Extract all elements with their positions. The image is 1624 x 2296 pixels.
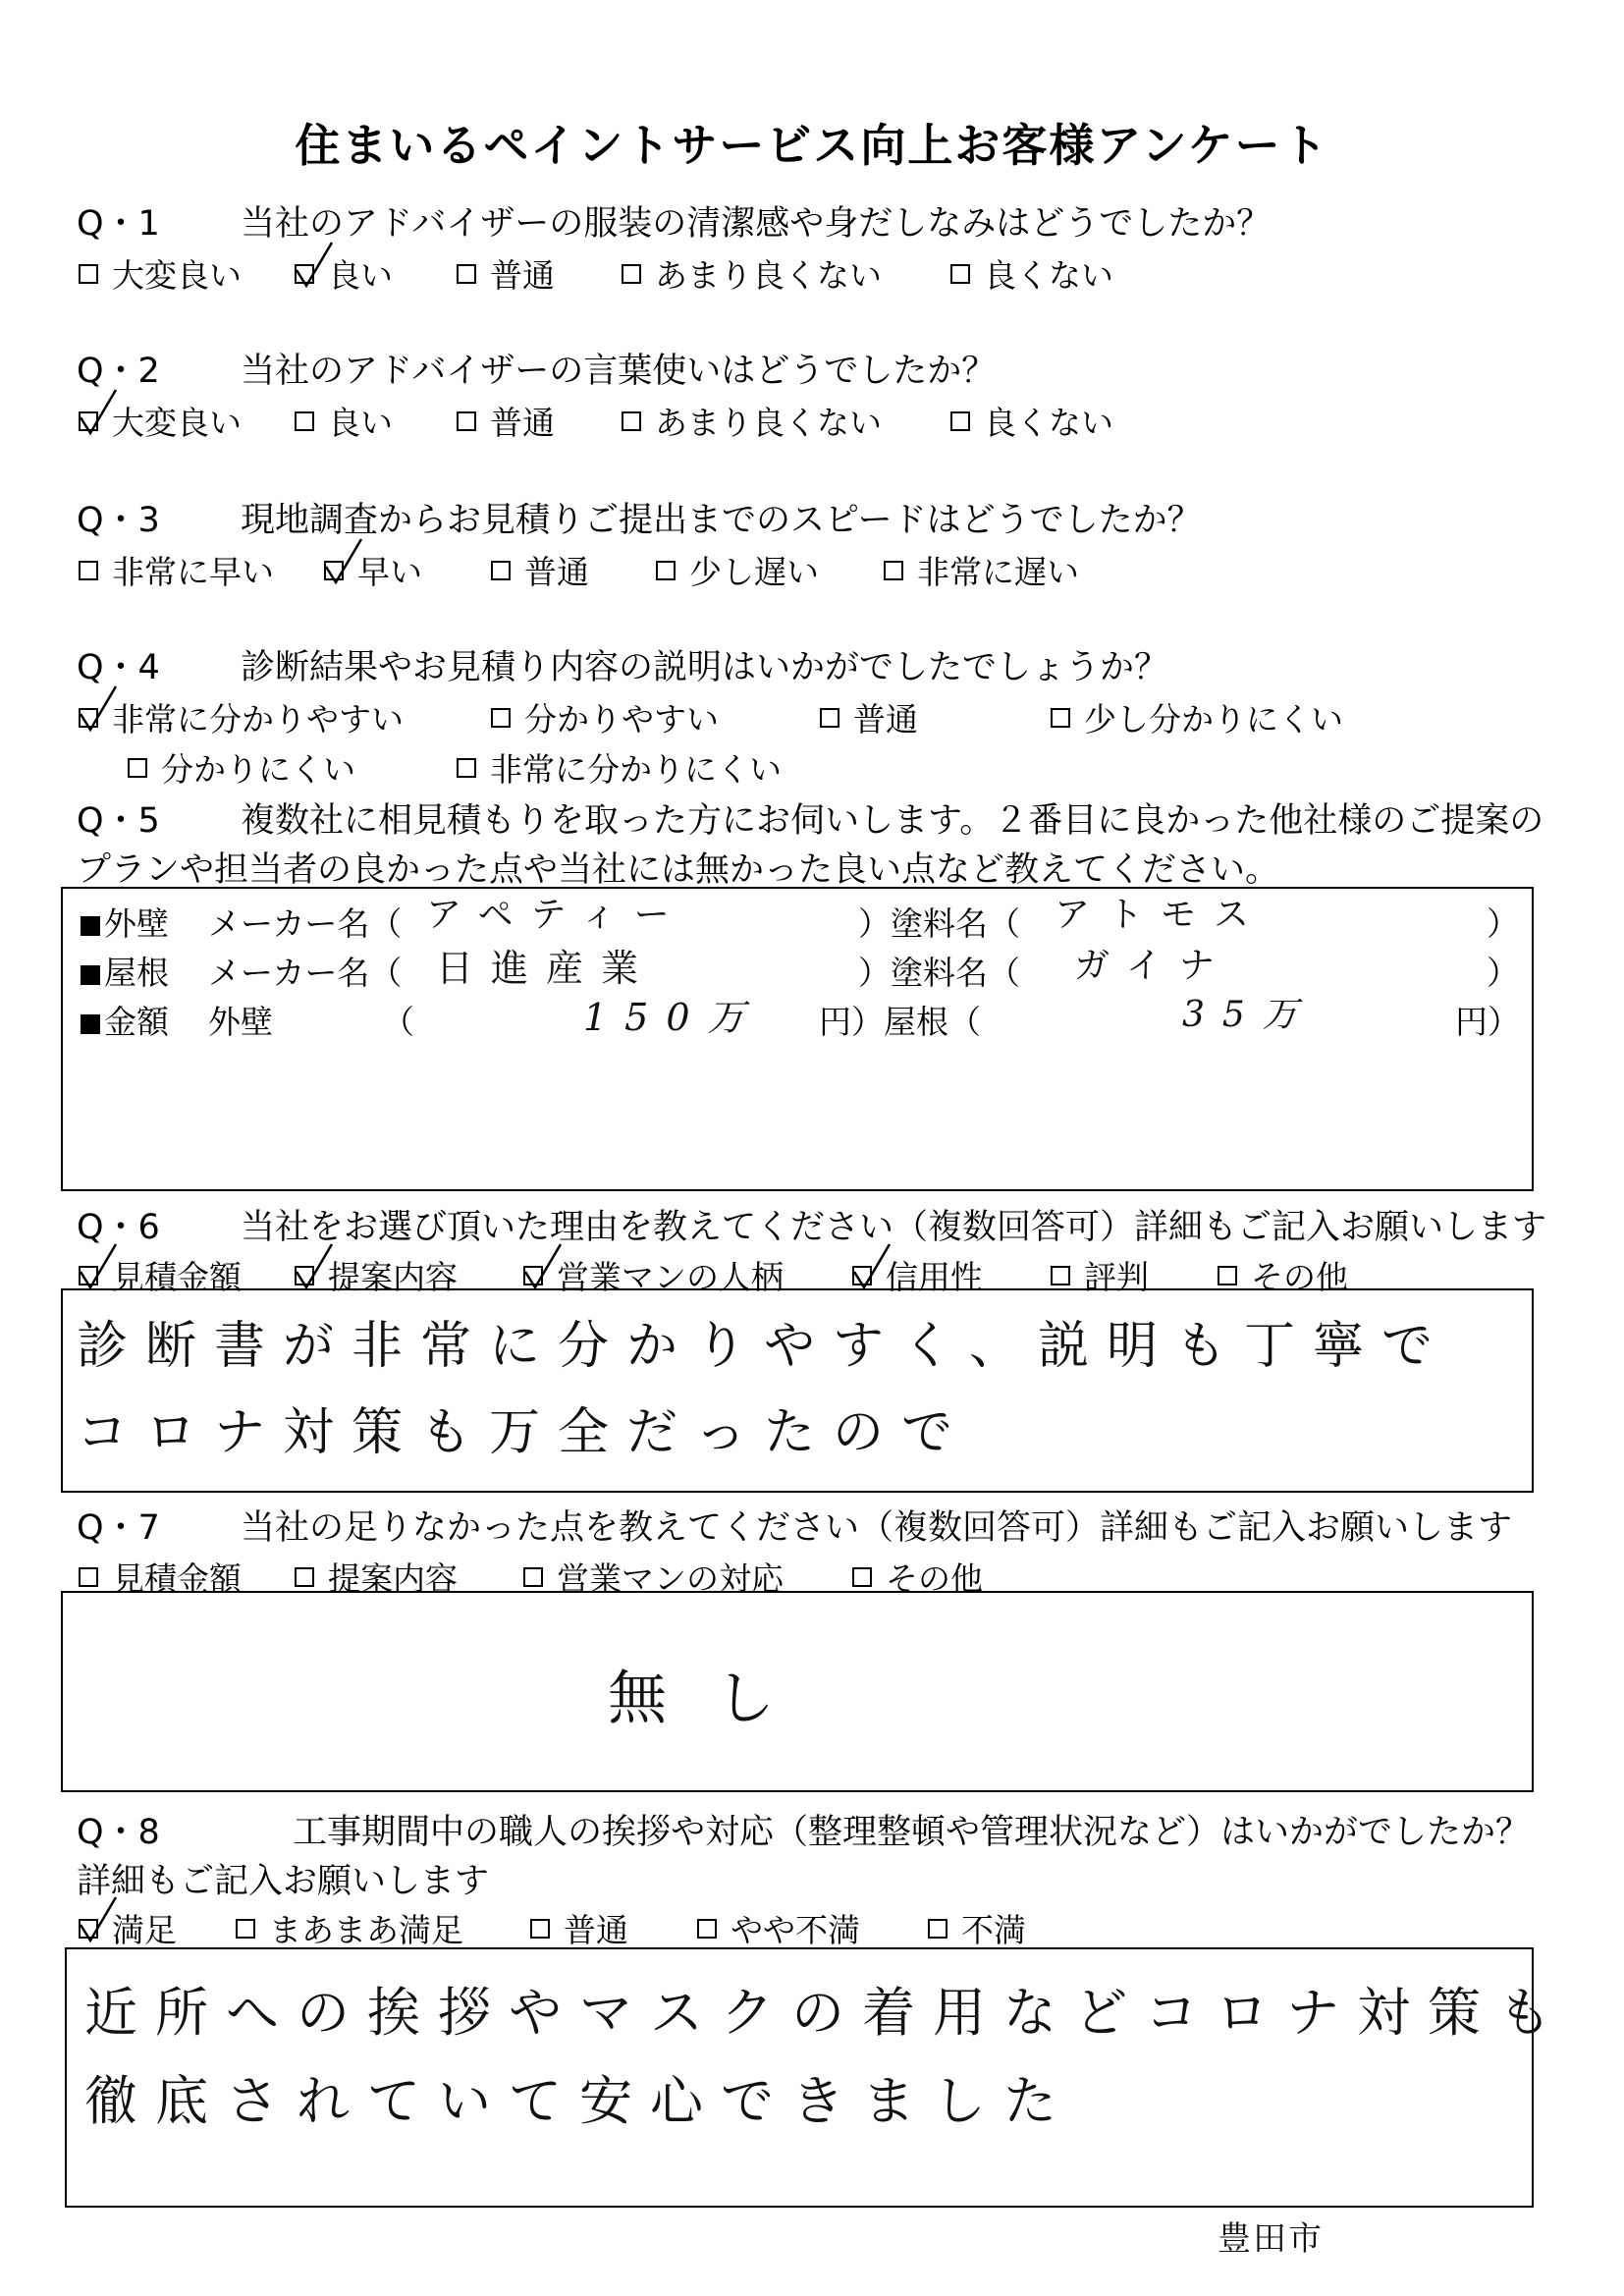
checkbox[interactable]	[128, 758, 147, 778]
option-label: あまり良くない	[655, 404, 882, 442]
q4-option-3[interactable]	[820, 694, 918, 740]
checkmark-icon	[295, 241, 334, 288]
q7-question: 当社の足りなかった点を教えてください（複数回答可）詳細もご記入お願いします	[241, 1508, 1513, 1548]
q6-comment-box[interactable]	[61, 1288, 1534, 1493]
option-label: まあまあ満足	[269, 1911, 463, 1949]
q8-option-4[interactable]	[697, 1905, 860, 1951]
q5-question-line1: 複数社に相見積もりを取った方にお伺いします。２番目に良かった他社様のご提案の	[241, 801, 1544, 841]
option-label: その他	[1251, 1258, 1348, 1296]
option-label: 営業マンの対応	[557, 1559, 784, 1598]
option-label: 分かりにくい	[161, 750, 355, 789]
checkbox[interactable]	[457, 264, 476, 284]
checkbox-checked[interactable]	[852, 1266, 872, 1285]
close-paren: ）	[1487, 954, 1519, 992]
checkmark-icon	[79, 684, 118, 732]
checkbox[interactable]	[622, 411, 641, 431]
q8-comment-line1: 近所への挨拶やマスクの着用などコロナ対策も	[84, 1982, 1569, 2044]
q2-option-2[interactable]	[295, 398, 393, 444]
option-label: 満足	[112, 1911, 177, 1949]
bullet-square-icon	[81, 965, 100, 985]
maker-label: メーカー名（	[208, 904, 403, 943]
checkbox[interactable]	[523, 1567, 543, 1587]
q3-option-2[interactable]	[324, 547, 422, 593]
checkbox-checked[interactable]	[295, 1266, 314, 1285]
q2-option-3[interactable]	[457, 398, 555, 444]
option-label: 不満	[961, 1911, 1026, 1949]
checkbox-checked[interactable]	[295, 264, 314, 284]
option-label: 少し遅い	[689, 553, 819, 591]
q3-option-4[interactable]	[656, 547, 819, 593]
amount-wall-handwritten[interactable]: 150万	[583, 996, 763, 1039]
yen-close: 円）	[1455, 1003, 1520, 1041]
q1-question: 当社のアドバイザーの服装の清潔感や身だしなみはどうでしたか？	[241, 204, 1272, 244]
checkmark-icon	[79, 388, 118, 435]
option-label: あまり良くない	[655, 256, 882, 295]
q1-option-5[interactable]	[950, 250, 1113, 297]
q6-comment-line1: 診断書が非常に分かりやすく、説明も丁寧で	[77, 1317, 1450, 1376]
roof-maker-handwritten[interactable]: 日進産業	[436, 947, 657, 990]
close-paren: ）	[1487, 904, 1519, 943]
q4-options-row2	[0, 744, 1624, 789]
q3-option-3[interactable]	[491, 547, 589, 593]
q3-option-5[interactable]	[884, 547, 1079, 593]
option-label: 普通	[853, 700, 918, 738]
q8-option-2[interactable]	[236, 1905, 463, 1951]
checkbox[interactable]	[950, 264, 970, 284]
option-label: 非常に分かりにくい	[490, 750, 782, 789]
q8-comment-line2: 徹底されていて安心できました	[84, 2070, 1074, 2132]
option-label: 早い	[357, 553, 422, 591]
amount-wall-label: 外壁	[208, 1003, 273, 1041]
signature-handwritten: 豊田市	[1218, 2219, 1324, 2259]
option-label: 普通	[490, 404, 555, 442]
checkbox-checked[interactable]	[79, 1266, 98, 1285]
yen-close-roof-label: 円）屋根（	[819, 1003, 981, 1041]
option-label: 良くない	[984, 404, 1113, 442]
q2-option-4[interactable]	[622, 398, 882, 444]
option-label: 普通	[564, 1911, 628, 1949]
option-label: 大変良い	[112, 256, 242, 295]
q8-number: Q・8	[77, 1813, 160, 1852]
wall-paint-handwritten[interactable]: アトモス	[1055, 895, 1268, 935]
checkbox[interactable]	[1218, 1266, 1237, 1285]
row-label: 屋根	[104, 954, 169, 992]
open-paren: （	[382, 1003, 414, 1041]
q8-option-5[interactable]	[928, 1905, 1026, 1951]
q1-options	[0, 250, 1624, 295]
q5-wall-row	[81, 899, 169, 945]
q8-comment-box[interactable]	[65, 1947, 1569, 2208]
maker-label: メーカー名（	[208, 954, 403, 992]
q6-number: Q・6	[77, 1208, 160, 1247]
q8-option-1[interactable]	[79, 1905, 177, 1951]
q5-number: Q・5	[77, 801, 160, 841]
checkbox-checked[interactable]	[79, 411, 98, 431]
checkbox[interactable]	[79, 561, 98, 580]
checkbox[interactable]	[79, 1567, 98, 1587]
q5-answer-box	[61, 887, 1534, 1191]
checkbox[interactable]	[236, 1919, 255, 1939]
option-label: 良い	[328, 256, 393, 295]
q7-number: Q・7	[77, 1508, 160, 1548]
checkbox[interactable]	[1051, 708, 1070, 728]
q2-option-5[interactable]	[950, 398, 1113, 444]
wall-maker-handwritten[interactable]: アペティー	[426, 895, 687, 935]
roof-paint-handwritten[interactable]: ガイナ	[1074, 946, 1232, 986]
checkbox[interactable]	[1051, 1266, 1070, 1285]
q2-question: 当社のアドバイザーの言葉使いはどうでしたか？	[241, 352, 997, 391]
bullet-square-icon	[81, 1014, 100, 1034]
checkbox-checked[interactable]	[79, 708, 98, 728]
checkbox[interactable]	[950, 411, 970, 431]
option-label: 非常に分かりやすい	[112, 700, 404, 738]
checkbox-checked[interactable]	[324, 561, 344, 580]
q4-option-2[interactable]	[491, 694, 719, 740]
option-label: 評判	[1084, 1258, 1149, 1296]
checkbox[interactable]	[530, 1919, 550, 1939]
q2-number: Q・2	[77, 352, 160, 391]
option-label: 見積金額	[112, 1559, 242, 1598]
q1-option-1[interactable]	[79, 250, 242, 297]
q4-question: 診断結果やお見積り内容の説明はいかがでしたでしょうか？	[241, 648, 1169, 687]
q6-options	[0, 1252, 1624, 1296]
option-label: 良い	[328, 404, 393, 442]
option-label: 非常に遅い	[917, 553, 1079, 591]
q6-question: 当社をお選び頂いた理由を教えてください（複数回答可）詳細もご記入お願いします	[241, 1208, 1547, 1247]
q1-option-2[interactable]	[295, 250, 393, 297]
checkbox[interactable]	[457, 758, 476, 778]
q1-number: Q・1	[77, 204, 160, 244]
checkbox[interactable]	[295, 411, 314, 431]
q7-comment: 無し	[608, 1665, 824, 1733]
option-label: 営業マンの人柄	[557, 1258, 784, 1296]
checkbox[interactable]	[820, 708, 839, 728]
checkbox[interactable]	[491, 708, 511, 728]
checkbox[interactable]	[884, 561, 903, 580]
q2-option-1[interactable]	[79, 398, 242, 444]
q1-option-4[interactable]	[622, 250, 882, 297]
checkbox[interactable]	[457, 411, 476, 431]
q3-number: Q・3	[77, 501, 160, 540]
checkmark-icon	[324, 537, 363, 584]
checkbox[interactable]	[622, 264, 641, 284]
q3-question: 現地調査からお見積りご提出までのスピードはどうでしたか？	[241, 501, 1202, 540]
option-label: 少し分かりにくい	[1084, 700, 1343, 738]
option-label: 普通	[524, 553, 589, 591]
option-label: 非常に早い	[112, 553, 274, 591]
q3-option-1[interactable]	[79, 547, 274, 593]
option-label: 普通	[490, 256, 555, 295]
q4-option-1[interactable]	[79, 694, 404, 740]
q4-option-6[interactable]	[457, 744, 782, 791]
survey-title: 住まいるペイントサービス向上お客様アンケート	[295, 119, 1329, 172]
q4-number: Q・4	[77, 648, 160, 687]
row-label: 外壁	[104, 904, 169, 943]
q8-options	[0, 1905, 1624, 1949]
option-label: 見積金額	[112, 1258, 242, 1296]
option-label: 提案内容	[328, 1258, 458, 1296]
q5-amount-row	[81, 997, 169, 1043]
checkbox[interactable]	[79, 264, 98, 284]
q5-question-line2: プランや担当者の良かった点や当社には無かった良い点など教えてください。	[77, 850, 1280, 890]
checkbox[interactable]	[656, 561, 676, 580]
amount-roof-handwritten[interactable]: 35万	[1182, 995, 1316, 1035]
q4-options-row1	[0, 694, 1624, 738]
q5-roof-row	[81, 948, 169, 994]
option-label: その他	[886, 1559, 983, 1598]
checkmark-icon	[852, 1242, 892, 1289]
checkbox[interactable]	[697, 1919, 717, 1939]
row-label: 金額	[104, 1003, 169, 1041]
q8-question-line1: 工事期間中の職人の挨拶や対応（整理整頓や管理状況など）はいかがでしたか？	[293, 1813, 1531, 1852]
checkbox[interactable]	[852, 1567, 872, 1587]
checkbox[interactable]	[491, 561, 511, 580]
checkmark-icon	[79, 1895, 118, 1942]
checkbox[interactable]	[928, 1919, 947, 1939]
q8-question-line2: 詳細もご記入お願いします	[77, 1862, 490, 1901]
option-label: 大変良い	[112, 404, 242, 442]
checkmark-icon	[79, 1242, 118, 1289]
q3-options	[0, 547, 1624, 591]
paint-label: ）塗料名（	[858, 954, 1020, 992]
q2-options	[0, 398, 1624, 442]
option-label: 信用性	[886, 1258, 983, 1296]
option-label: やや不満	[731, 1911, 860, 1949]
checkmark-icon	[523, 1242, 563, 1289]
option-label: 提案内容	[328, 1559, 458, 1598]
checkbox-checked[interactable]	[523, 1266, 543, 1285]
option-label: 良くない	[984, 256, 1113, 295]
q4-option-5[interactable]	[128, 744, 355, 791]
q7-options	[0, 1554, 1624, 1598]
checkbox-checked[interactable]	[79, 1919, 98, 1939]
option-label: 分かりやすい	[524, 700, 719, 738]
checkmark-icon	[295, 1242, 334, 1289]
q7-comment-box[interactable]	[61, 1591, 1534, 1792]
checkbox[interactable]	[295, 1567, 314, 1587]
q1-option-3[interactable]	[457, 250, 555, 297]
q4-option-4[interactable]	[1051, 694, 1343, 740]
q6-comment-line2: コロナ対策も万全だったので	[77, 1403, 971, 1462]
paint-label: ）塗料名（	[858, 904, 1020, 943]
bullet-square-icon	[81, 916, 100, 936]
q8-option-3[interactable]	[530, 1905, 628, 1951]
